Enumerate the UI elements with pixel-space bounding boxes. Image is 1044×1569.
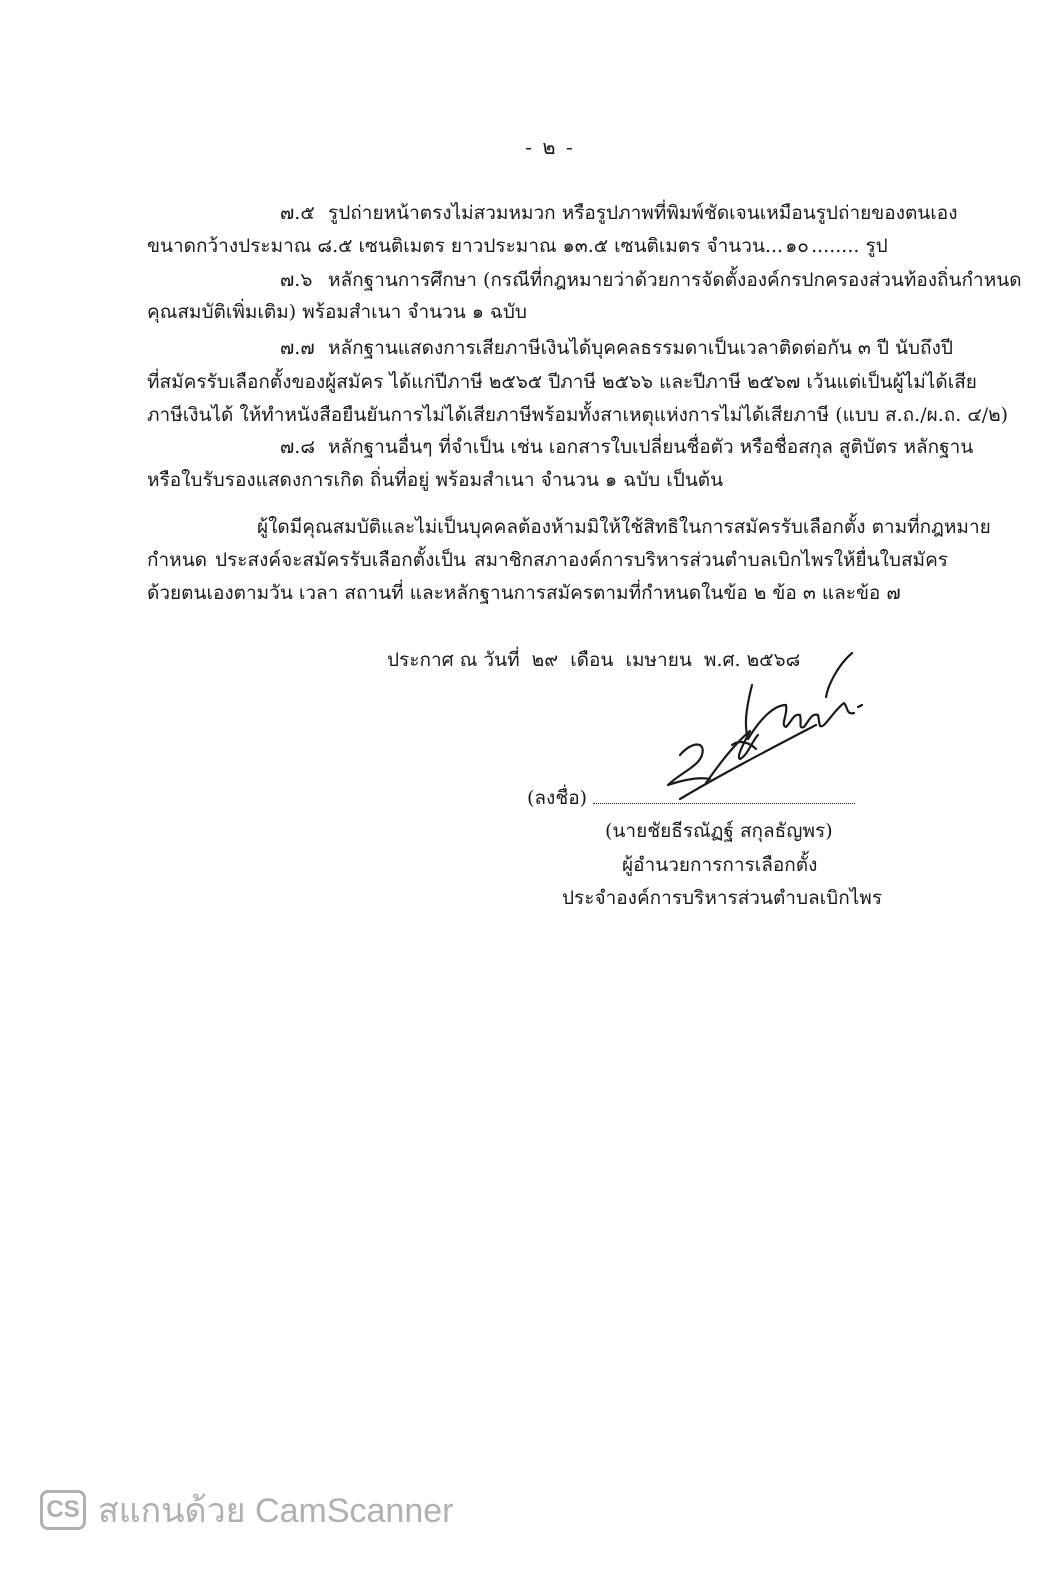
item-7-8-line2: หรือใบรับรองแสดงการเกิด ถิ่นที่อยู่ พร้อมสำเนา จำนวน ๑ ฉบับ เป็นต้น <box>147 469 724 491</box>
page-number: - ๒ - <box>525 135 575 159</box>
camscanner-logo: CS <box>40 1490 86 1530</box>
item-7-7-line3: ภาษีเงินได้ ให้ทำหนังสือยืนยันการไม่ได้เสียภาษีพร้อมทั้งสาเหตุแห่งการไม่ได้เสียภาษี (แบบ ส.ถ./ผ.ถ. ๔/๒) <box>147 404 1009 426</box>
watermark-text: สแกนด้วย CamScanner <box>98 1492 454 1530</box>
item-7-6-line2: คุณสมบัติเพิ่มเติม) พร้อมสำเนา จำนวน ๑ ฉบับ <box>147 301 527 323</box>
item-number: ๗.๕ <box>280 202 315 224</box>
closing-line2: กำหนด ประสงค์จะสมัครรับเลือกตั้งเป็น สมาชิกสภาองค์การบริหารส่วนตำบลเบิกไพรให้ยื่นใบสมัคร <box>147 549 948 571</box>
item-7-6-line1: ๗.๖ หลักฐานการศึกษา (กรณีที่กฎหมายว่าด้วยการจัดตั้งองค์กรปกครองส่วนท้องถิ่นกำหนด <box>280 269 1022 291</box>
item-7-8-line1: ๗.๘ หลักฐานอื่นๆ ที่จำเป็น เช่น เอกสารใบเปลี่ยนชื่อตัว หรือชื่อสกุล สูติบัตร หลักฐาน <box>280 436 974 458</box>
closing-line3: ด้วยตนเองตามวัน เวลา สถานที่ และหลักฐานการสมัครตามที่กำหนดในข้อ ๒ ข้อ ๓ และข้อ ๗ <box>147 582 901 604</box>
camscanner-watermark <box>40 1485 453 1535</box>
signer-name: (นายชัยธีรณัฏฐ์ สกุลธัญพร) <box>605 820 833 842</box>
item-number: ๗.๘ <box>280 436 315 458</box>
item-number: ๗.๖ <box>280 269 313 291</box>
closing-line1: ผู้ใดมีคุณสมบัติและไม่เป็นบุคคลต้องห้ามมิให้ใช้สิทธิในการสมัครรับเลือกตั้ง ตามที่กฎหมาย <box>257 516 991 538</box>
signer-organization: ประจำองค์การบริหารส่วนตำบลเบิกไพร <box>562 887 883 909</box>
item-number: ๗.๗ <box>280 337 315 359</box>
item-7-5-line2: ขนาดกว้างประมาณ ๘.๕ เซนติเมตร ยาวประมาณ ๑๓.๕ เซนติเมตร จำนวน... ๑๐ ........ รูป <box>147 235 888 257</box>
item-7-7-line1: ๗.๗ หลักฐานแสดงการเสียภาษีเงินได้บุคคลธรรมดาเป็นเวลาติดต่อกัน ๓ ปี นับถึงปี <box>280 337 953 359</box>
signer-position: ผู้อำนวยการการเลือกตั้ง <box>622 854 818 876</box>
announcement-date: ประกาศ ณ วันที่ ๒๙ เดือน เมษายน พ.ศ. ๒๕๖๘ <box>387 649 801 671</box>
item-7-5-line1: ๗.๕ รูปถ่ายหน้าตรงไม่สวมหมวก หรือรูปภาพที่พิมพ์ชัดเจนเหมือนรูปถ่ายของตนเอง <box>280 202 958 224</box>
photo-count-fill: ๑๐ <box>785 235 809 257</box>
item-7-7-line2: ที่สมัครรับเลือกตั้งของผู้สมัคร ได้แก่ปีภาษี ๒๕๖๕ ปีภาษี ๒๕๖๖ และปีภาษี ๒๕๖๗ เว้นแต่เป็นผู้ไม่ได้เสีย <box>147 371 977 393</box>
signature-dotted-line <box>593 803 855 804</box>
sign-label: (ลงชื่อ) <box>527 787 588 809</box>
sign-line <box>527 785 855 811</box>
